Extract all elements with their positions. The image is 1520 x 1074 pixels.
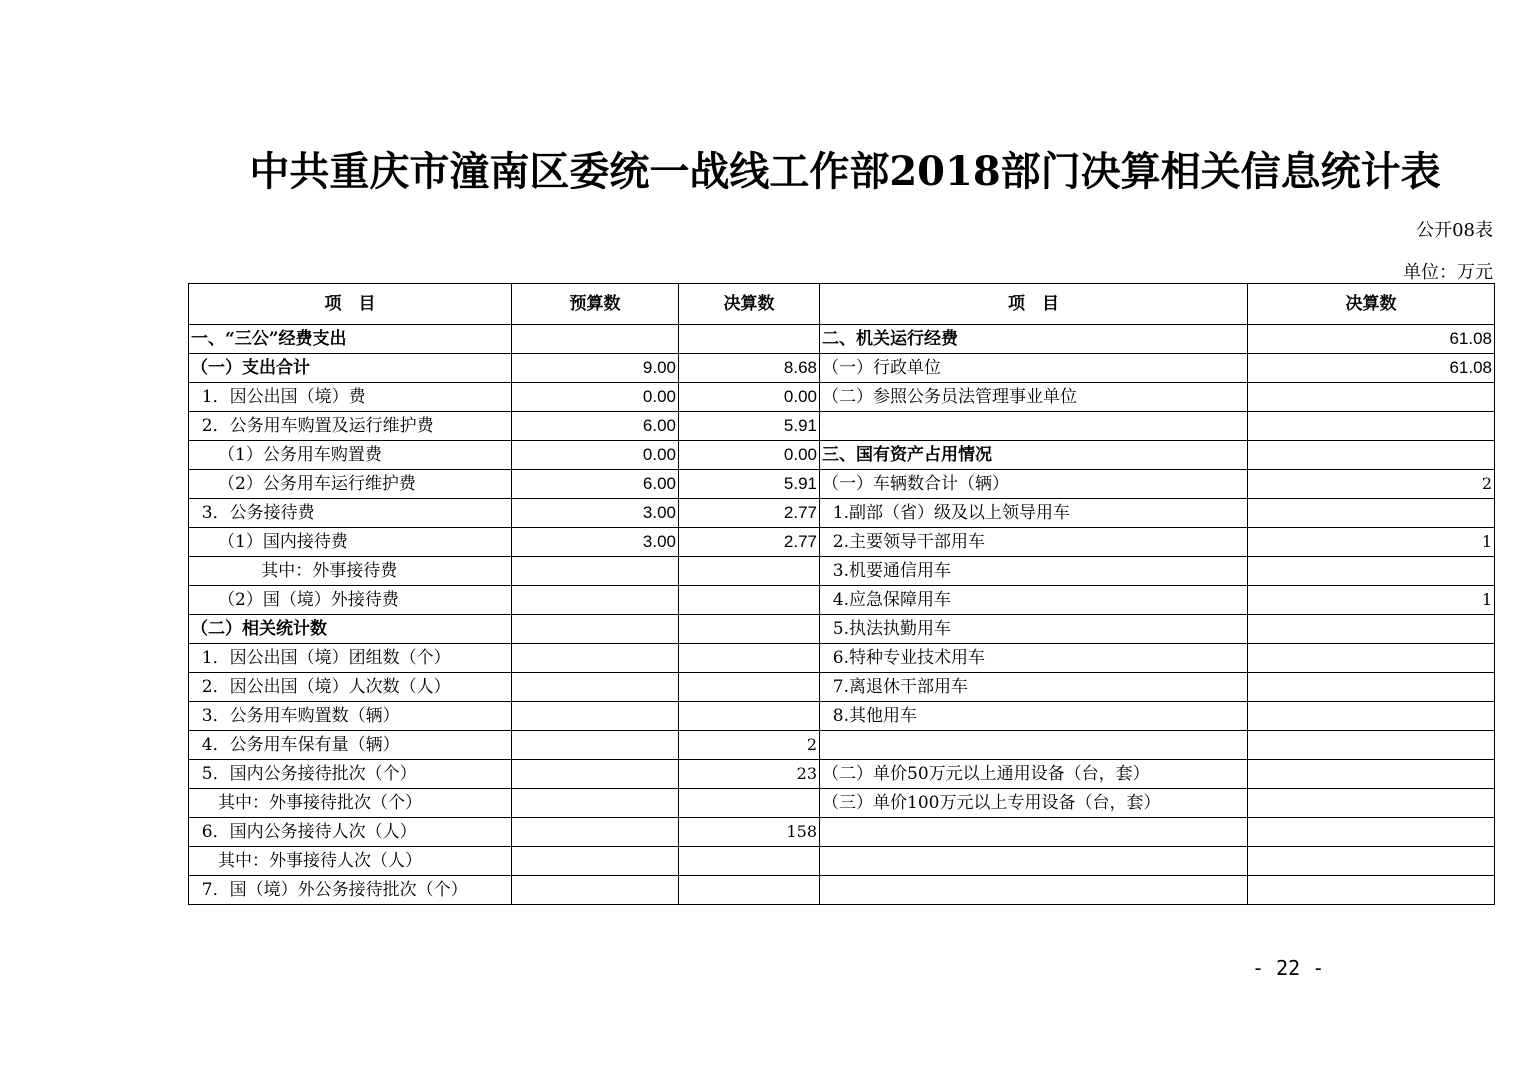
- item-left-cell: 其中：外事接待批次（个）: [189, 789, 512, 818]
- page-number: - 22 -: [1252, 956, 1325, 980]
- item-left-cell: （1）公务用车购置费: [189, 441, 512, 470]
- item-right-cell: 三、国有资产占用情况: [820, 441, 1248, 470]
- final-cell: 2.77: [679, 528, 820, 557]
- budget-cell: 3.00: [512, 528, 679, 557]
- table-row: [189, 731, 1495, 760]
- item-left-cell: 4．公务用车保有量（辆）: [189, 731, 512, 760]
- final-cell: 0.00: [679, 383, 820, 412]
- table-row: [189, 702, 1495, 731]
- item-right-cell: （二）参照公务员法管理事业单位: [820, 383, 1248, 412]
- item-left-cell: （二）相关统计数: [189, 615, 512, 644]
- final-cell: 2.77: [679, 499, 820, 528]
- final-cell: [679, 789, 820, 818]
- table-row: [189, 644, 1495, 673]
- final-right-cell: [1248, 644, 1495, 673]
- final-cell: 23: [679, 760, 820, 789]
- table-row: [189, 586, 1495, 615]
- table-header-row: [189, 284, 1495, 325]
- item-left-cell: 3．公务用车购置数（辆）: [189, 702, 512, 731]
- item-right-cell: [820, 731, 1248, 760]
- final-cell: [679, 876, 820, 905]
- final-cell: [679, 644, 820, 673]
- final-right-cell: 61.08: [1248, 325, 1495, 354]
- table-row: [189, 325, 1495, 354]
- final-right-cell: [1248, 702, 1495, 731]
- document-title: 中共重庆市潼南区委统一战线工作部2018部门决算相关信息统计表: [249, 148, 1441, 195]
- final-cell: [679, 325, 820, 354]
- budget-cell: 6.00: [512, 412, 679, 441]
- budget-cell: [512, 673, 679, 702]
- table-row: [189, 499, 1495, 528]
- budget-cell: [512, 586, 679, 615]
- budget-cell: 0.00: [512, 383, 679, 412]
- table-row: [189, 557, 1495, 586]
- budget-cell: 9.00: [512, 354, 679, 383]
- final-right-cell: [1248, 615, 1495, 644]
- item-left-cell: 6．国内公务接待人次（人）: [189, 818, 512, 847]
- budget-cell: 6.00: [512, 470, 679, 499]
- budget-cell: [512, 760, 679, 789]
- item-left-cell: 7．国（境）外公务接待批次（个）: [189, 876, 512, 905]
- item-right-cell: （一）行政单位: [820, 354, 1248, 383]
- budget-cell: 0.00: [512, 441, 679, 470]
- item-right-cell: [820, 876, 1248, 905]
- table-row: [189, 441, 1495, 470]
- form-number: 公开08表: [1416, 220, 1493, 241]
- budget-cell: [512, 644, 679, 673]
- item-left-cell: 3．公务接待费: [189, 499, 512, 528]
- final-right-cell: [1248, 731, 1495, 760]
- final-right-cell: [1248, 673, 1495, 702]
- table-row: [189, 818, 1495, 847]
- item-right-cell: 1.副部（省）级及以上领导用车: [820, 499, 1248, 528]
- unit-label: 单位：万元: [1403, 262, 1493, 283]
- table-row: [189, 760, 1495, 789]
- final-right-cell: 1: [1248, 586, 1495, 615]
- final-right-cell: [1248, 412, 1495, 441]
- item-left-cell: 5．国内公务接待批次（个）: [189, 760, 512, 789]
- item-right-cell: （三）单价100万元以上专用设备（台，套）: [820, 789, 1248, 818]
- item-right-cell: [820, 847, 1248, 876]
- final-cell: [679, 673, 820, 702]
- item-left-cell: 其中：外事接待人次（人）: [189, 847, 512, 876]
- table-row: [189, 528, 1495, 557]
- table-row: [189, 876, 1495, 905]
- item-left-cell: 1．因公出国（境）费: [189, 383, 512, 412]
- header-item-right: 项 目: [820, 284, 1248, 325]
- item-right-cell: 7.离退休干部用车: [820, 673, 1248, 702]
- statistics-table: [188, 283, 1495, 905]
- final-cell: 8.68: [679, 354, 820, 383]
- final-cell: 2: [679, 731, 820, 760]
- final-right-cell: [1248, 847, 1495, 876]
- item-left-cell: 1．因公出国（境）团组数（个）: [189, 644, 512, 673]
- item-right-cell: [820, 818, 1248, 847]
- table-row: [189, 847, 1495, 876]
- item-left-cell: （一）支出合计: [189, 354, 512, 383]
- item-right-cell: [820, 412, 1248, 441]
- item-right-cell: 8.其他用车: [820, 702, 1248, 731]
- item-right-cell: 4.应急保障用车: [820, 586, 1248, 615]
- table-row: [189, 383, 1495, 412]
- budget-cell: [512, 557, 679, 586]
- budget-cell: [512, 325, 679, 354]
- table-row: [189, 354, 1495, 383]
- final-cell: [679, 615, 820, 644]
- table-row: [189, 412, 1495, 441]
- item-right-cell: （二）单价50万元以上通用设备（台，套）: [820, 760, 1248, 789]
- table-row: [189, 470, 1495, 499]
- budget-cell: 3.00: [512, 499, 679, 528]
- final-right-cell: 2: [1248, 470, 1495, 499]
- final-right-cell: [1248, 557, 1495, 586]
- final-right-cell: [1248, 441, 1495, 470]
- item-right-cell: 二、机关运行经费: [820, 325, 1248, 354]
- item-right-cell: 6.特种专业技术用车: [820, 644, 1248, 673]
- item-right-cell: 2.主要领导干部用车: [820, 528, 1248, 557]
- budget-cell: [512, 615, 679, 644]
- final-right-cell: [1248, 789, 1495, 818]
- final-cell: 5.91: [679, 412, 820, 441]
- final-right-cell: [1248, 383, 1495, 412]
- header-budget: 预算数: [512, 284, 679, 325]
- item-left-cell: 2．公务用车购置及运行维护费: [189, 412, 512, 441]
- final-cell: [679, 586, 820, 615]
- table-row: [189, 673, 1495, 702]
- item-right-cell: 3.机要通信用车: [820, 557, 1248, 586]
- item-left-cell: （2）公务用车运行维护费: [189, 470, 512, 499]
- final-cell: [679, 557, 820, 586]
- budget-cell: [512, 876, 679, 905]
- final-right-cell: [1248, 876, 1495, 905]
- final-right-cell: [1248, 818, 1495, 847]
- final-cell: [679, 702, 820, 731]
- budget-cell: [512, 818, 679, 847]
- final-cell: 5.91: [679, 470, 820, 499]
- item-right-cell: （一）车辆数合计（辆）: [820, 470, 1248, 499]
- budget-cell: [512, 847, 679, 876]
- item-left-cell: 2．因公出国（境）人次数（人）: [189, 673, 512, 702]
- budget-cell: [512, 789, 679, 818]
- final-right-cell: [1248, 499, 1495, 528]
- item-left-cell: 一、“三公”经费支出: [189, 325, 512, 354]
- budget-cell: [512, 702, 679, 731]
- table-row: [189, 615, 1495, 644]
- item-right-cell: 5.执法执勤用车: [820, 615, 1248, 644]
- final-right-cell: 61.08: [1248, 354, 1495, 383]
- header-item-left: 项 目: [189, 284, 512, 325]
- final-cell: 0.00: [679, 441, 820, 470]
- final-cell: 158: [679, 818, 820, 847]
- budget-cell: [512, 731, 679, 760]
- item-left-cell: （1）国内接待费: [189, 528, 512, 557]
- final-right-cell: [1248, 760, 1495, 789]
- item-left-cell: 其中：外事接待费: [189, 557, 512, 586]
- header-final-right: 决算数: [1248, 284, 1495, 325]
- final-right-cell: 1: [1248, 528, 1495, 557]
- item-left-cell: （2）国（境）外接待费: [189, 586, 512, 615]
- table-row: [189, 789, 1495, 818]
- final-cell: [679, 847, 820, 876]
- header-final: 决算数: [679, 284, 820, 325]
